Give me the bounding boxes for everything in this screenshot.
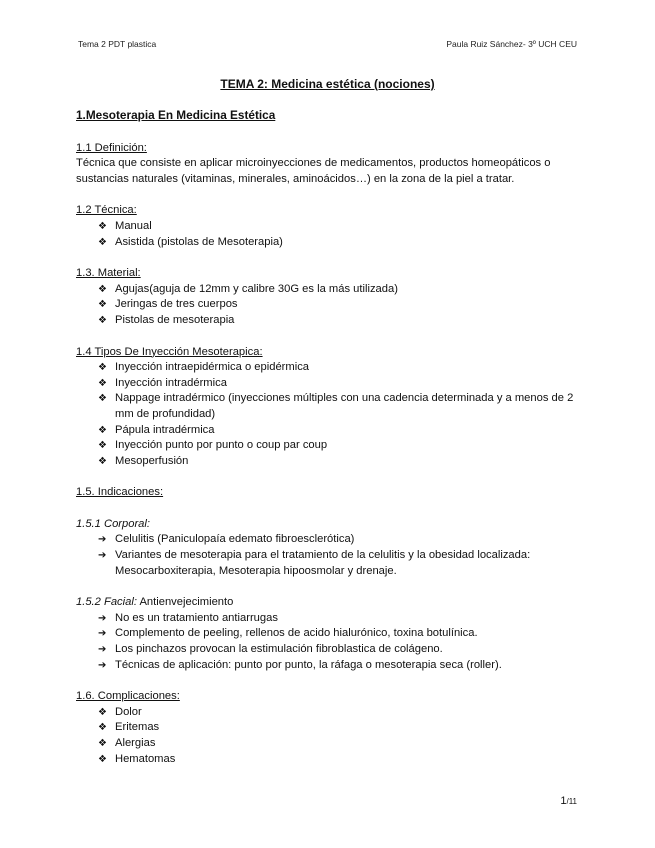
- list-item: ❖ Pápula intradérmica: [76, 423, 586, 439]
- list-item: ❖ Dolor: [76, 705, 586, 721]
- arrow-bullet-icon: ➔: [98, 659, 107, 671]
- diamond-bullet-icon: ❖: [98, 440, 107, 452]
- section-definicion: [76, 141, 586, 188]
- list-item: ➔ Técnicas de aplicación: punto por punto, la ráfaga o mesoterapia seca (roller).: [76, 658, 586, 674]
- diamond-bullet-icon: ❖: [98, 299, 107, 311]
- list-item: ❖ Inyección punto por punto o coup par coup: [76, 438, 586, 454]
- arrow-bullet-icon: ➔: [98, 550, 107, 562]
- list-item: ➔ Complemento de peeling, rellenos de acido hialurónico, toxina botulínica.: [76, 626, 586, 642]
- heading-definicion: 1.1 Definición:: [76, 141, 147, 154]
- subheading-corporal: 1.5.1 Corporal:: [76, 517, 151, 530]
- document-body: [76, 108, 586, 767]
- section-indicaciones: [76, 485, 586, 673]
- section-tecnica: [76, 203, 586, 250]
- diamond-bullet-icon: ❖: [98, 236, 107, 248]
- diamond-bullet-icon: ❖: [98, 314, 107, 326]
- definicion-text: Técnica que consiste en aplicar microinyecciones de medicamentos, productos homeopáticos o sustancias naturales (vitaminas, minerales, aminoácidos…) en la zona de la piel a tratar.: [76, 157, 551, 185]
- diamond-bullet-icon: ❖: [98, 738, 107, 749]
- diamond-bullet-icon: ❖: [98, 393, 107, 405]
- heading-tipos: 1.4 Tipos De Inyección Mesoterapica:: [76, 345, 263, 358]
- arrow-bullet-icon: ➔: [98, 628, 107, 640]
- subheading-facial: 1.5.2 Facial: Antienvejecimiento: [76, 596, 234, 609]
- diamond-bullet-icon: ❖: [98, 283, 107, 295]
- diamond-bullet-icon: ❖: [98, 424, 107, 436]
- list-item: ❖ Inyección intraepidérmica o epidérmica: [76, 360, 586, 376]
- heading-complicaciones: 1.6. Complicaciones:: [76, 690, 180, 703]
- list-item: ❖ Hematomas: [76, 752, 586, 768]
- header-left: Tema 2 PDT plastica: [78, 39, 157, 49]
- list-item: ❖ Jeringas de tres cuerpos: [76, 297, 586, 313]
- arrow-bullet-icon: ➔: [98, 644, 107, 656]
- diamond-bullet-icon: ❖: [98, 722, 107, 734]
- section-tipos: [76, 345, 586, 470]
- list-item: ❖ Eritemas: [76, 720, 586, 736]
- list-item: ➔ Celulitis (Paniculopaía edemato fibroesclerótica): [76, 532, 586, 548]
- list-item: ❖ Inyección intradérmica: [76, 376, 586, 392]
- list-item: ❖ Agujas(aguja de 12mm y calibre 30G es la más utilizada): [76, 282, 586, 298]
- list-item: ➔ Variantes de mesoterapia para el tratamiento de la celulitis y la obesidad localizada: Mesocarboxiterapia, Mesoterapia hipoosmolar y drenaje.: [98, 549, 531, 577]
- list-item: ➔ No es un tratamiento antiarrugas: [76, 611, 586, 627]
- section-complicaciones: [76, 689, 586, 767]
- diamond-bullet-icon: ❖: [98, 455, 107, 467]
- diamond-bullet-icon: ❖: [98, 753, 107, 765]
- list-item: ❖ Manual: [76, 219, 586, 235]
- diamond-bullet-icon: ❖: [98, 706, 107, 718]
- arrow-bullet-icon: ➔: [98, 534, 107, 546]
- page-number: 1/11: [560, 795, 577, 807]
- heading-indicaciones: 1.5. Indicaciones:: [76, 486, 164, 499]
- list-item: ❖ Alergias: [76, 736, 586, 752]
- header-right: Paula Ruiz Sánchez- 3º UCH CEU: [446, 39, 577, 49]
- arrow-bullet-icon: ➔: [98, 612, 107, 624]
- diamond-bullet-icon: ❖: [98, 220, 107, 232]
- heading-tecnica: 1.2 Técnica:: [76, 204, 137, 217]
- list-item: ❖ Pistolas de mesoterapia: [76, 313, 586, 329]
- diamond-bullet-icon: ❖: [98, 377, 107, 389]
- list-item: ❖ Mesoperfusión: [76, 454, 586, 470]
- section-title: 1.Mesoterapia En Medicina Estética: [76, 108, 276, 122]
- diamond-bullet-icon: ❖: [98, 362, 107, 374]
- list-item: ➔ Los pinchazos provocan la estimulación fibroblastica de colágeno.: [76, 642, 586, 658]
- section-material: [76, 266, 586, 328]
- heading-material: 1.3. Material:: [76, 267, 141, 280]
- list-item: ❖ Nappage intradérmico (inyecciones múltiples con una cadencia determinada y a menos de 2 mm de profundidad): [98, 392, 574, 420]
- document-title: TEMA 2: Medicina estética (nociones): [220, 77, 435, 91]
- list-item: ❖ Asistida (pistolas de Mesoterapia): [76, 235, 586, 251]
